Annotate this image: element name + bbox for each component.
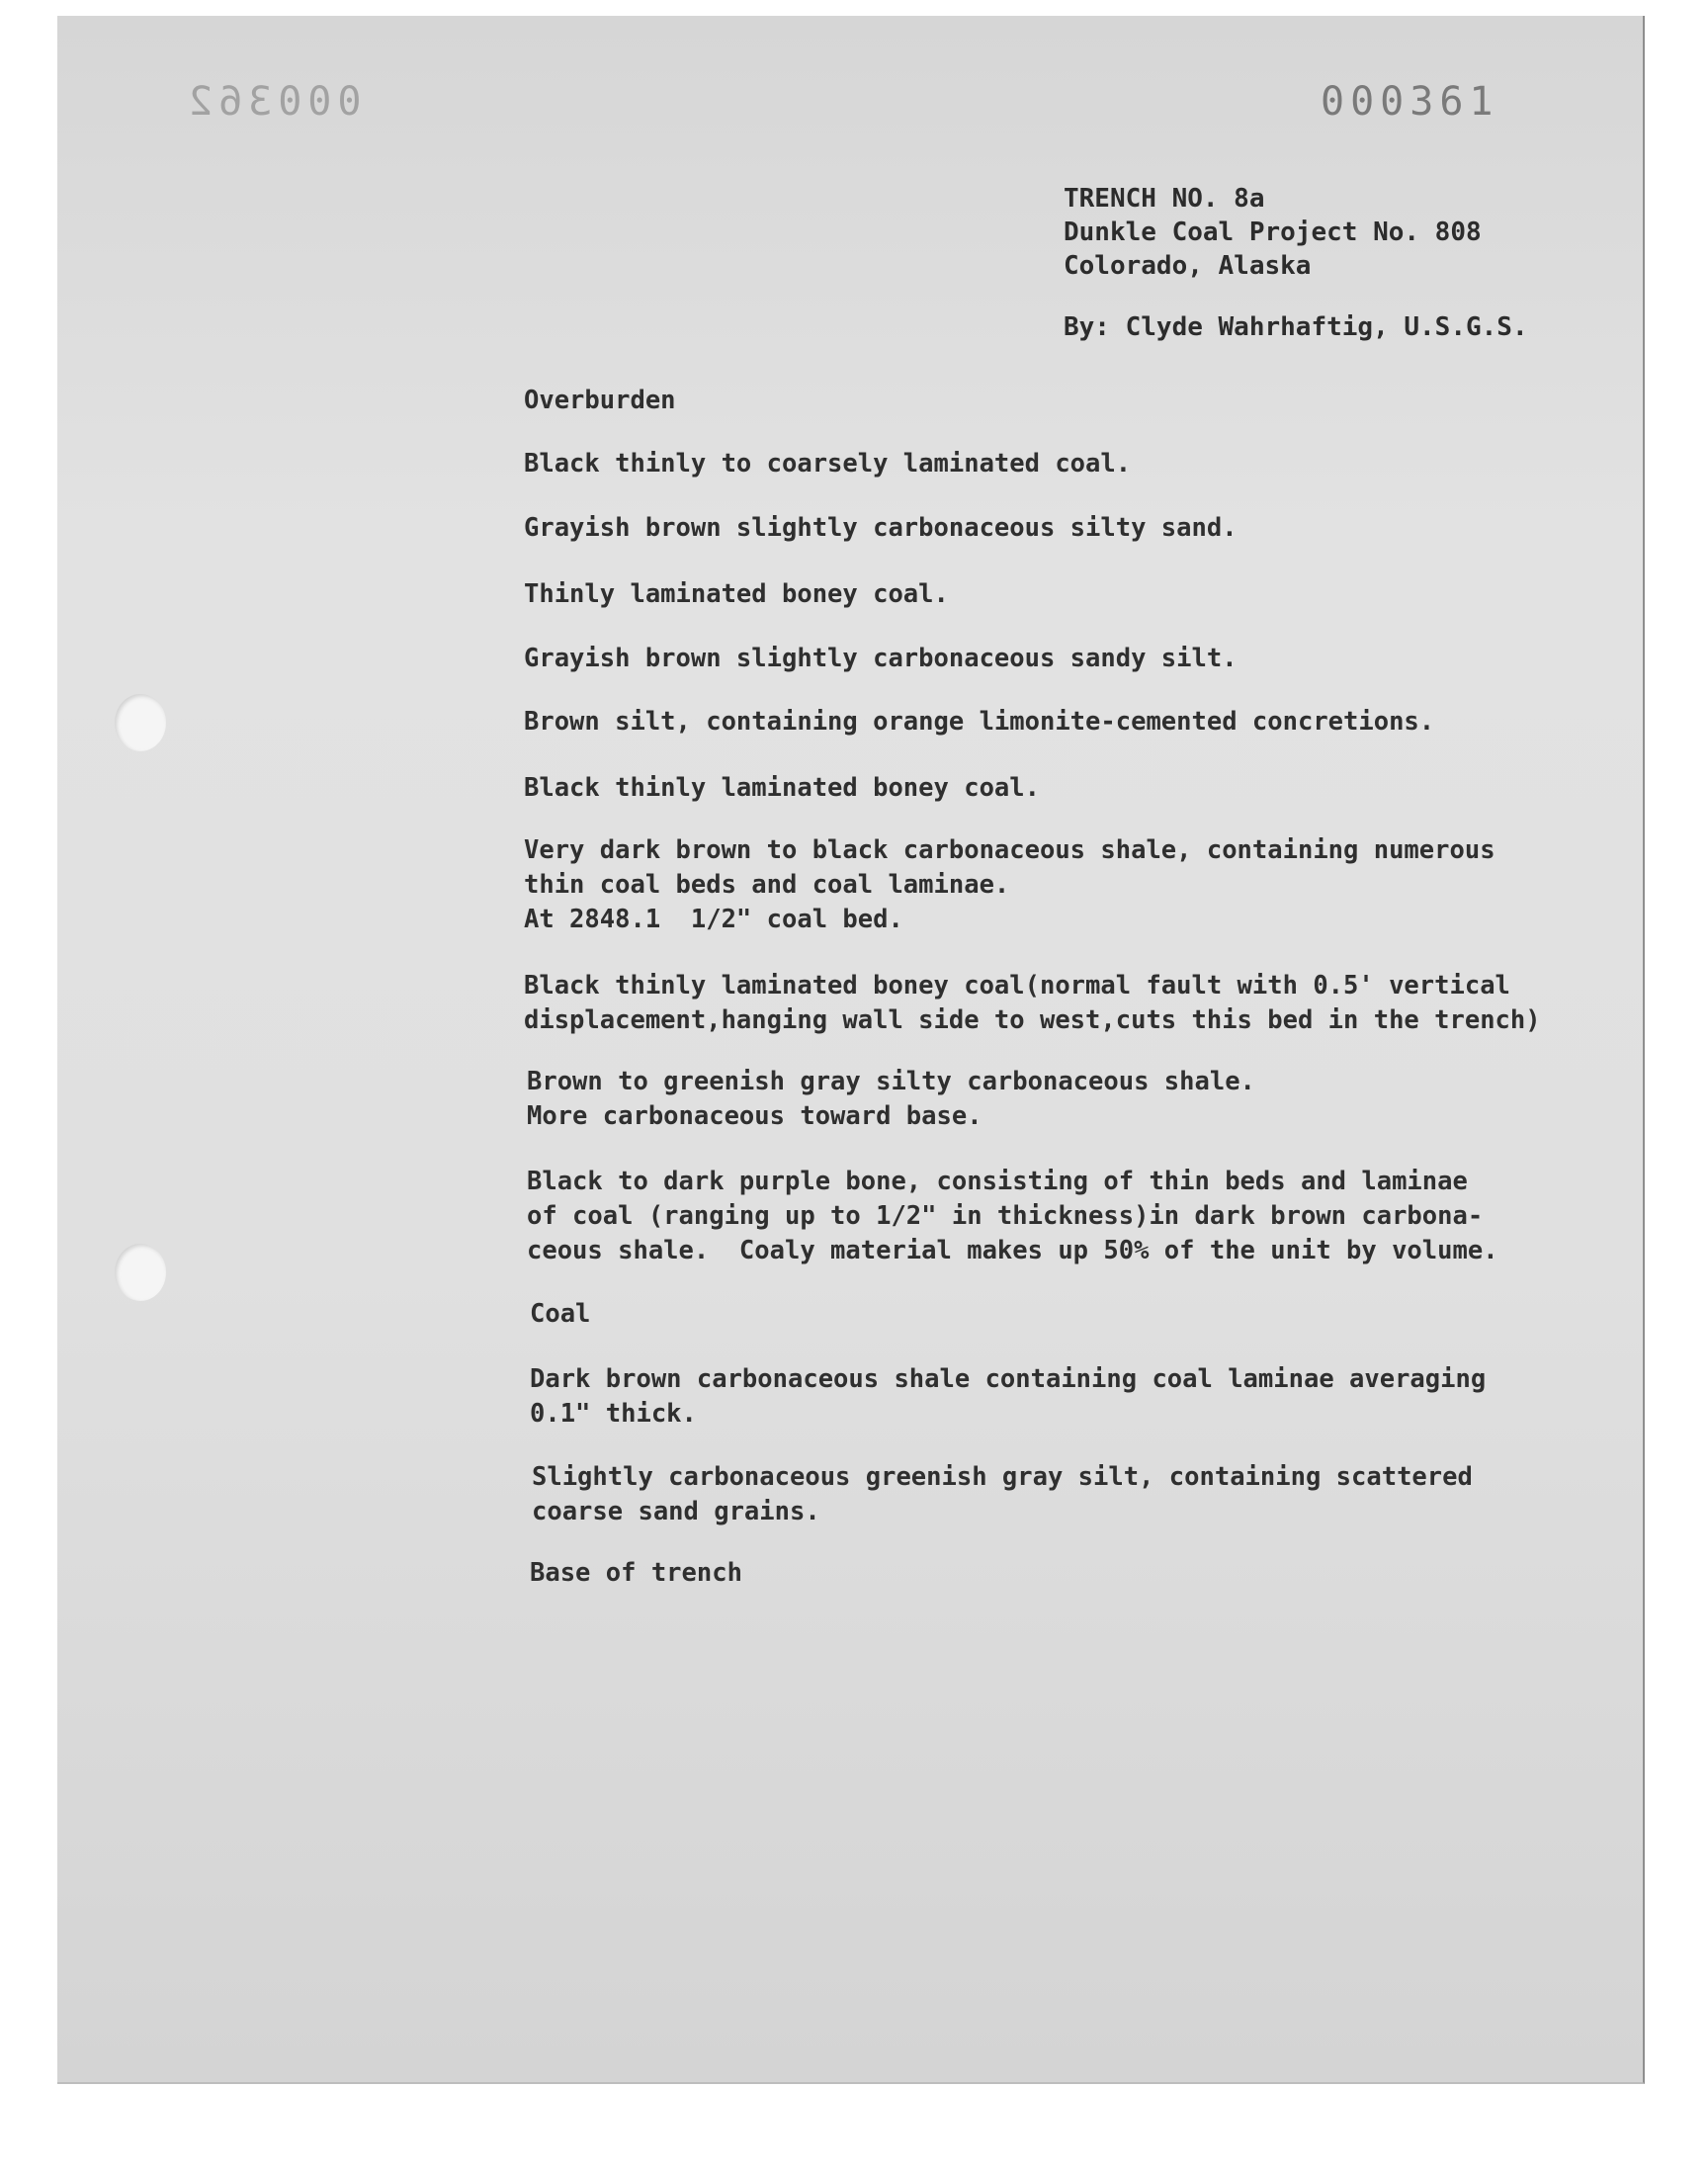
author-byline: By: Clyde Wahrhaftig, U.S.G.S. <box>1064 312 1528 342</box>
document-header <box>1064 182 1528 344</box>
description: Black thinly to coarsely laminated coal. <box>524 449 1132 478</box>
description: Grayish brown slightly carbonaceous sandy silt. <box>524 644 1238 673</box>
description: Black to dark purple bone, consisting of thin beds and laminae of coal (ranging up to 1/2" in thickness)in dark brown carbona- ceous shale. Coaly material makes up 50% of the unit by volume. <box>527 1167 1498 1265</box>
description: Thinly laminated boney coal. <box>524 579 949 609</box>
punch-hole-lower <box>115 1244 166 1301</box>
description: Dark brown carbonaceous shale containing coal laminae averaging 0.1" thick. <box>530 1364 1487 1429</box>
page-number-stamp: 000361 <box>1321 79 1499 125</box>
location: Colorado, Alaska <box>1064 251 1312 281</box>
project-name: Dunkle Coal Project No. 808 <box>1064 218 1482 247</box>
punch-hole-upper <box>115 694 166 751</box>
description: Base of trench <box>530 1558 742 1588</box>
description: Slightly carbonaceous greenish gray silt, containing scattered coarse sand grains. <box>532 1462 1473 1526</box>
description: Very dark brown to black carbonaceous shale, containing numerous thin coal beds and coal laminae. At 2848.1 1/2" coal bed. <box>524 835 1495 934</box>
description: Grayish brown slightly carbonaceous silty sand. <box>524 513 1238 543</box>
description: Brown to greenish gray silty carbonaceous shale. More carbonaceous toward base. <box>527 1067 1255 1131</box>
description: Brown silt, containing orange limonite-cemented concretions. <box>524 707 1435 737</box>
description: Overburden <box>524 386 676 415</box>
description: Black thinly laminated boney coal(normal fault with 0.5' vertical displacement,hanging wall side to west,cuts this bed in the trench) <box>524 971 1541 1035</box>
trench-title: TRENCH NO. 8a <box>1064 184 1265 214</box>
mirrored-page-stamp: 000362 <box>183 79 362 125</box>
description: Coal <box>530 1299 591 1329</box>
description: Black thinly laminated boney coal. <box>524 773 1040 803</box>
